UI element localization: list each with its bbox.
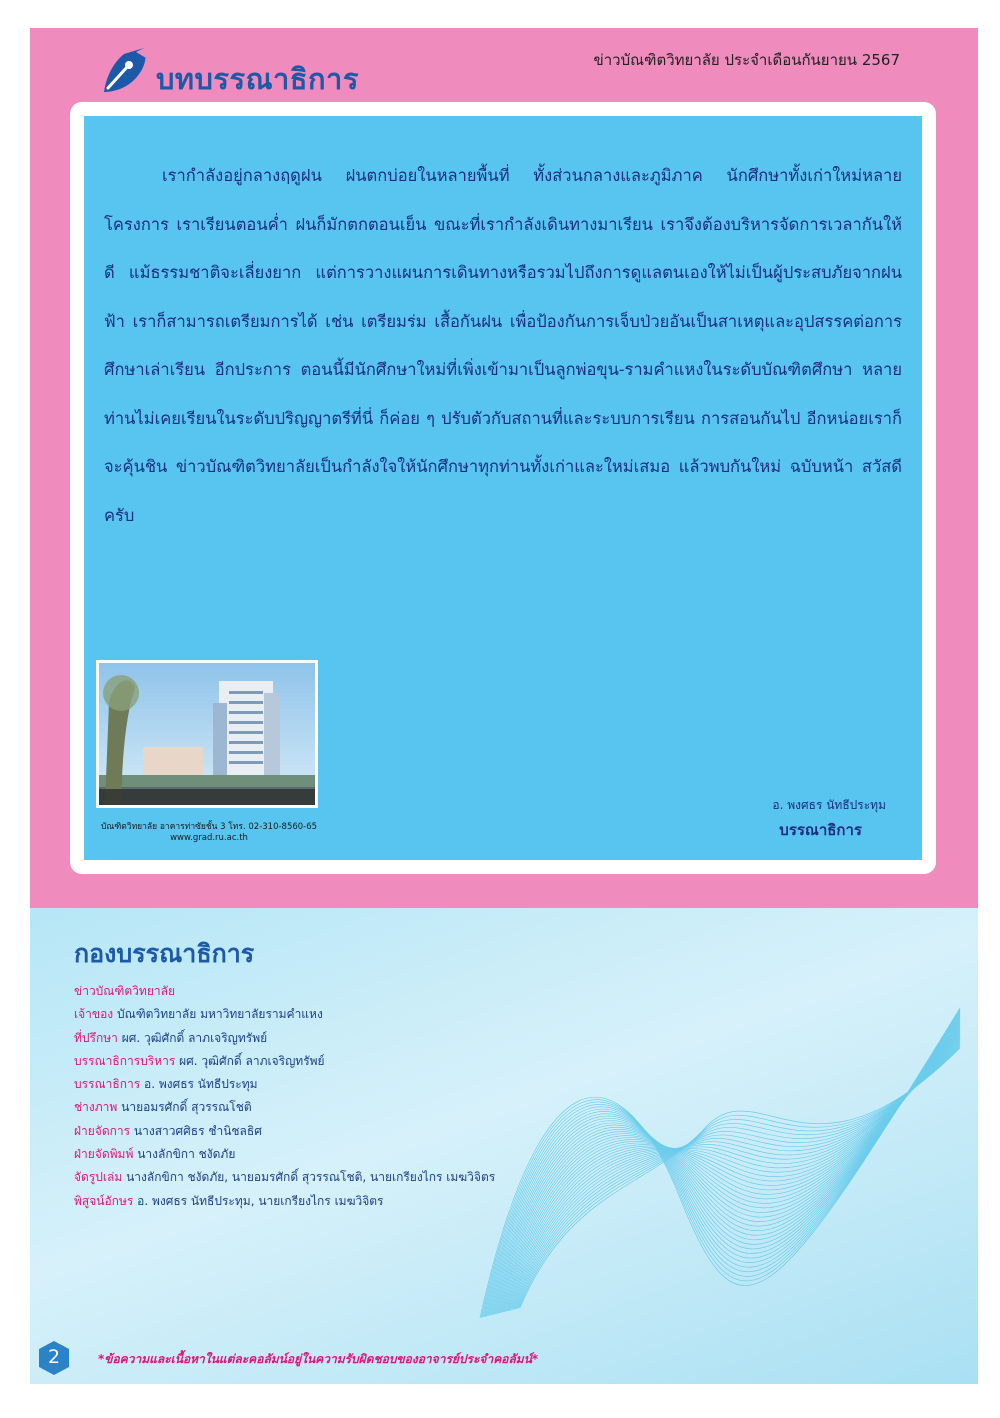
section-title: บทบรรณาธิการ [156, 62, 359, 96]
editorial-body: เรากำลังอยู่กลางฤดูฝน ฝนตกบ่อยในหลายพื้นที่ ทั้งส่วนกลางและภูมิภาค นักศึกษาทั้งเก่าใหม่หลายโครงการ เราเรียนตอนค่ำ ฝนก็มักตกตอนเย็น ขณะที่เรากำลังเดินทางมาเรียน เราจึงต้องบริหารจัดการเวลากันให้ดี แม้ธรรมชาติจะเลี่ยงยาก แต่การวางแผนการเดินทางหรือรวมไปถึงการดูแลตนเองให้ไม่เป็นผู้ประสบภัยจากฝนฟ้า เราก็สามารถเตรียมการได้ เช่น เตรียมร่ม เสื้อกันฝน เพื่อป้องกันการเจ็บป่วยอันเป็นสาเหตุและอุปสรรคต่อการศึกษาเล่าเรียน อีกประการ ตอนนี้มีนักศึกษาใหม่ที่เพิ่งเข้ามาเป็นลูกพ่อขุน-รามคำแหงในระดับบัณฑิตศึกษา หลายท่านไม่เคยเรียนในระดับปริญญาตรีที่นี่ ก็ค่อย ๆ ปรับตัวกับสถานที่และระบบการเรียน การสอนกันไป อีกหน่อยเราก็จะคุ้นชิน ข่าวบัณฑิตวิทยาลัยเป็นกำลังใจให้นักศึกษาทุกท่านทั้งเก่าและใหม่เสมอ แล้วพบกันใหม่ ฉบับหน้า สวัสดีครับ [104, 166, 902, 525]
photo-caption-website: www.grad.ru.ac.th [170, 833, 248, 843]
fountain-pen-icon [98, 44, 154, 100]
board-entry-photographer: ช่างภาพ นายอมรศักดิ์ สุวรรณโชติ [74, 1100, 252, 1115]
page-frame [30, 28, 978, 1384]
decorative-wave-lines [470, 988, 970, 1328]
board-entry-editor: บรรณาธิการ อ. พงศธร นัทธีประทุม [74, 1077, 258, 1092]
page-number: 2 [47, 1346, 61, 1368]
issue-info: ข่าวบัณฑิตวิทยาลัย ประจำเดือนกันยายน 2567 [593, 51, 900, 69]
editorial-logo [98, 42, 358, 104]
editorial-board-list [74, 980, 495, 1213]
photo-caption-address: บัณฑิตวิทยาลัย อาคารท่าซัยชั้น 3 โทร. 02-310-8560-65 [100, 822, 318, 832]
board-entry-owner: เจ้าของ บัณฑิตวิทยาลัย มหาวิทยาลัยรามคำแหง [74, 1007, 323, 1022]
board-entry-layout: จัดรูปเล่ม นางลักขิกา ชงัดภัย, นายอมรศักดิ์ สุวรรณโชติ, นายเกรียงไกร เมฆวิจิตร [74, 1170, 496, 1185]
author-name: อ. พงศธร นัทธีประทุม [772, 798, 886, 812]
column-disclaimer: *ข้อความและเนื้อหาในแต่ละคอลัมน์อยู่ในความรับผิดชอบของอาจารย์ประจำคอลัมน์* [98, 1352, 539, 1366]
photo-caption [96, 822, 322, 844]
editorial-panel [84, 116, 922, 860]
author-role: บรรณาธิการ [779, 821, 862, 839]
board-entry-proofreading: พิสูจน์อักษร อ. พงศธร นัทธีประทุม, นายเกรียงไกร เมฆวิจิตร [74, 1193, 384, 1208]
board-entry-advisor: ที่ปรึกษา ผศ. วุฒิศักดิ์ ลาภเจริญทรัพย์ [74, 1030, 268, 1045]
editorial-card [70, 102, 936, 874]
board-entry-printing: ฝ่ายจัดพิมพ์ นางลักขิกา ชงัดภัย [74, 1147, 236, 1162]
building-photo [96, 660, 318, 808]
board-entry-management: ฝ่ายจัดการ นางสาวศศิธร ชำนิชลธิศ [74, 1123, 262, 1138]
editorial-board-title: กองบรรณาธิการ [74, 939, 255, 968]
board-publication: ข่าวบัณฑิตวิทยาลัย [74, 984, 175, 998]
board-entry-executive-editor: บรรณาธิการบริหาร ผศ. วุฒิศักดิ์ ลาภเจริญทรัพย์ [74, 1053, 325, 1068]
